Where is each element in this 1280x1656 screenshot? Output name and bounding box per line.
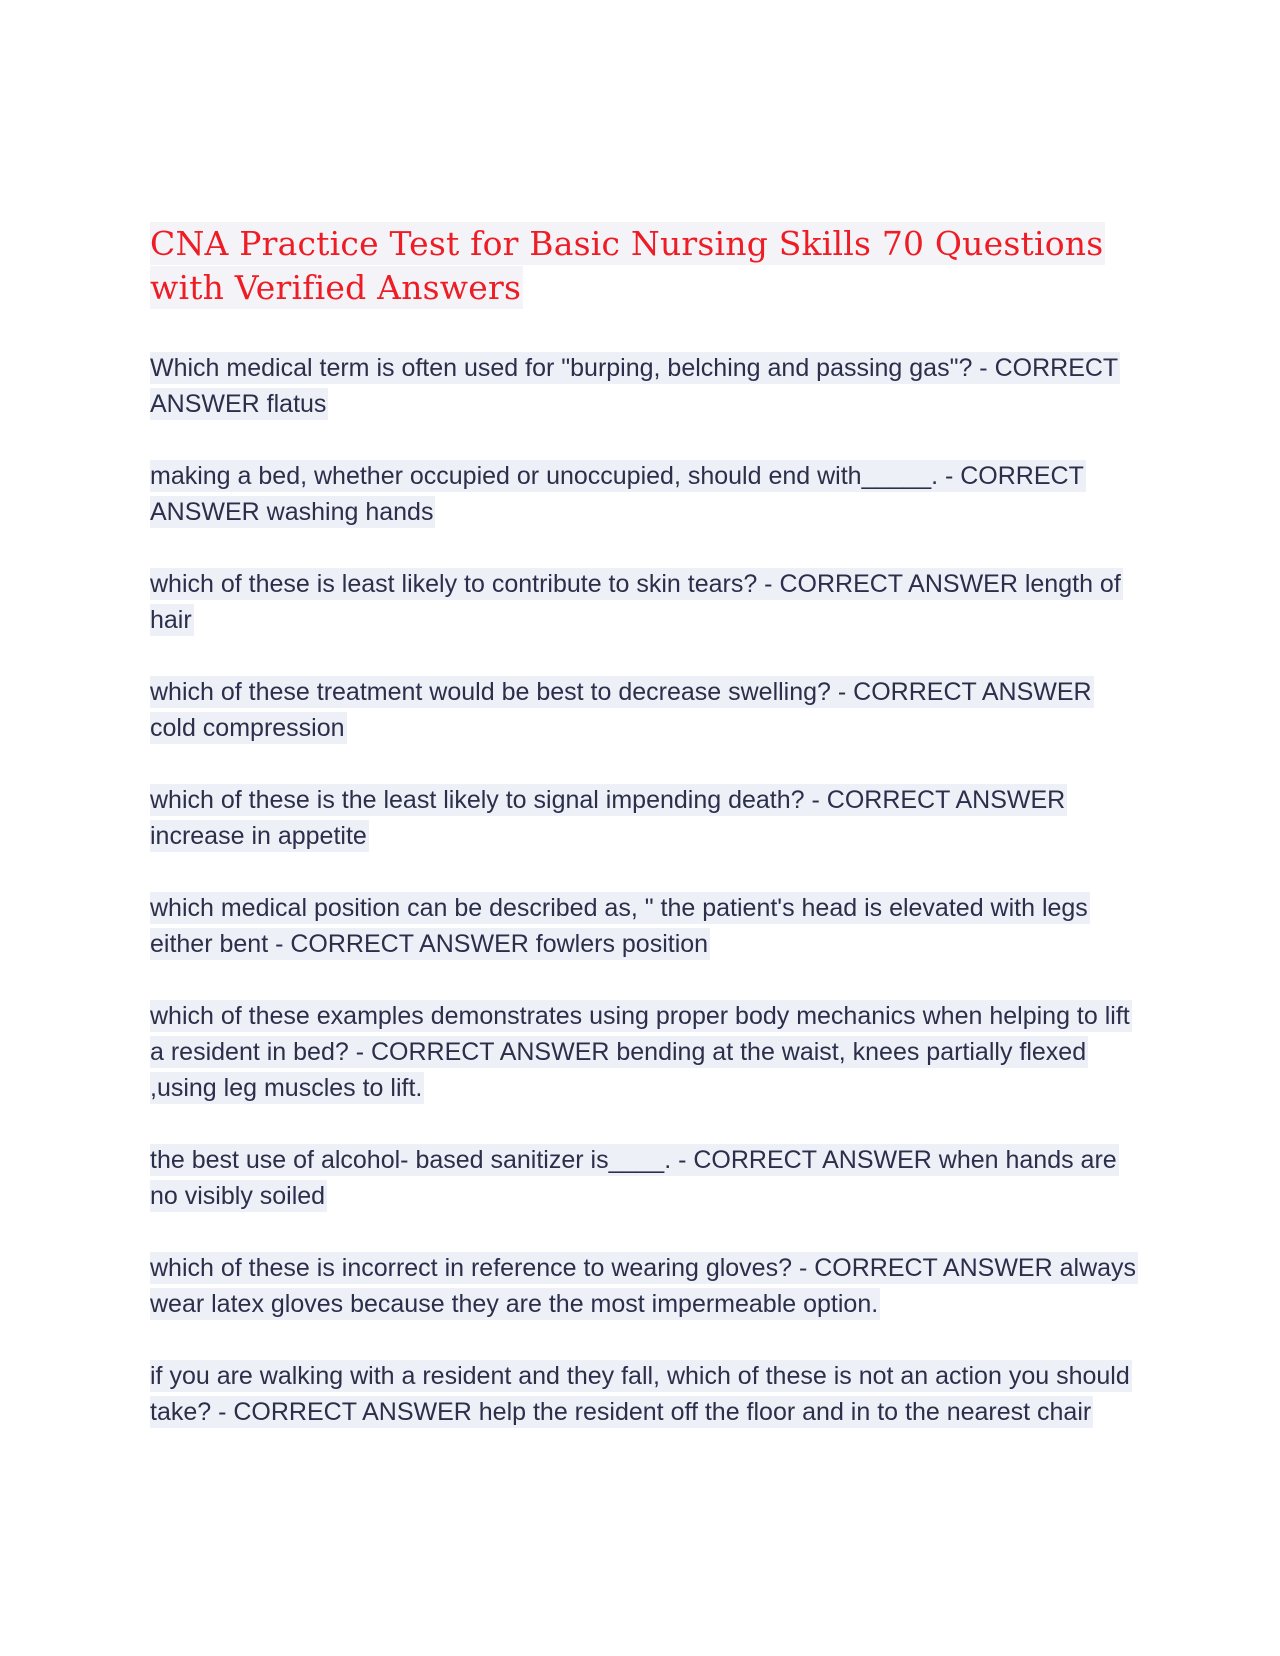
qa-text: which of these treatment would be best to decrease swelling? - CORRECT ANSWER cold compression (150, 678, 1092, 742)
qa-text: which of these examples demonstrates using proper body mechanics when helping to lift a resident in bed? - CORRECT ANSWER bending at the waist, knees partially flexed ,using leg muscles to lift. (150, 1002, 1130, 1102)
qa-item (150, 998, 1140, 1106)
qa-text: which of these is incorrect in reference to wearing gloves? - CORRECT ANSWER always wear latex gloves because they are the most impermeable option. (150, 1254, 1137, 1318)
qa-text: Which medical term is often used for "burping, belching and passing gas"? - CORRECT ANSWER flatus (150, 354, 1119, 418)
qa-item (150, 566, 1140, 638)
qa-item (150, 890, 1140, 962)
document-title (150, 222, 1140, 310)
qa-item (150, 674, 1140, 746)
qa-text: making a bed, whether occupied or unoccupied, should end with_____. - CORRECT ANSWER washing hands (150, 462, 1084, 526)
document-title-text: CNA Practice Test for Basic Nursing Skills 70 Questions with Verified Answers (150, 224, 1104, 307)
qa-list (150, 350, 1140, 1430)
qa-text: the best use of alcohol- based sanitizer is____. - CORRECT ANSWER when hands are no visibly soiled (150, 1146, 1117, 1210)
qa-text: which of these is least likely to contribute to skin tears? - CORRECT ANSWER length of hair (150, 570, 1121, 634)
qa-item (150, 458, 1140, 530)
qa-item (150, 1142, 1140, 1214)
qa-item (150, 1250, 1140, 1322)
qa-text: which medical position can be described as, " the patient's head is elevated with legs either bent - CORRECT ANSWER fowlers position (150, 894, 1088, 958)
qa-item (150, 350, 1140, 422)
document-content (150, 222, 1140, 1466)
qa-text: which of these is the least likely to signal impending death? - CORRECT ANSWER increase in appetite (150, 786, 1066, 850)
qa-item (150, 782, 1140, 854)
qa-item (150, 1358, 1140, 1430)
qa-text: if you are walking with a resident and they fall, which of these is not an action you should take? - CORRECT ANSWER help the resident off the floor and in to the nearest chair (150, 1362, 1130, 1426)
